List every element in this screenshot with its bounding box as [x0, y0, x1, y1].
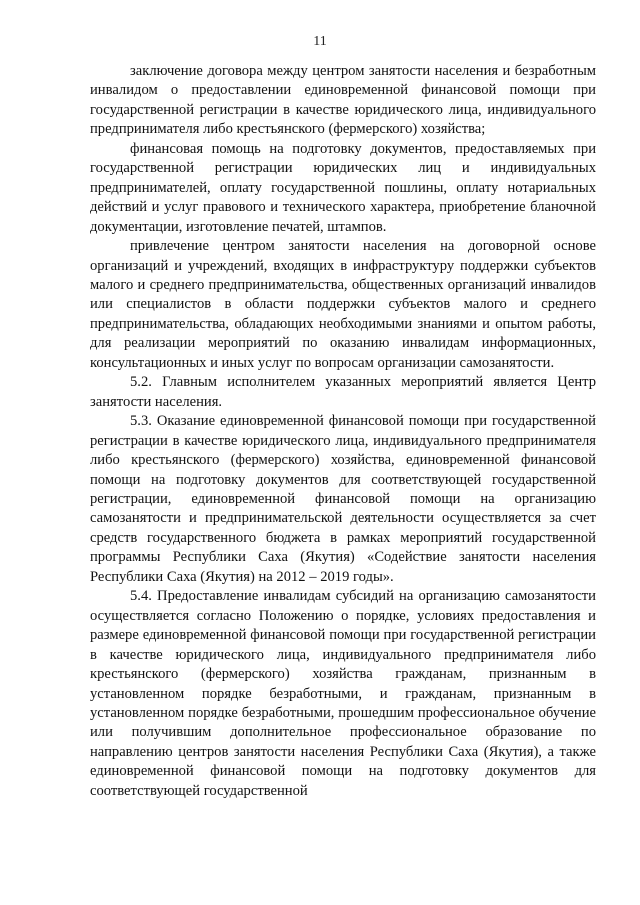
document-body: [90, 62, 596, 801]
paragraph-agreement: заключение договора между центром занятости населения и безработным инвалидом о предоставлении единовременной финансовой помощи при государственной регистрации в качестве юридического лица, индивидуального предпринимателя либо крестьянского (фермерского) хозяйства;: [90, 63, 596, 138]
paragraph-financial-help: финансовая помощь на подготовку документов, предоставляемых при государственной регистрации юридических лиц и индивидуальных предпринимателей, оплату государственной пошлины, оплату нотариальных действий и услуг правового и технического характера, приобретение бланочной документации, изготовление печатей, штампов.: [90, 140, 596, 235]
paragraph-5-3: 5.3. Оказание единовременной финансовой помощи при государственной регистрации в качестве юридического лица, индивидуального предпринимателя либо крестьянского (фермерского) хозяйства, единовременной финансовой помощи на подготовку документов для соответствующей государственной регистрации, единовременной финансовой помощи на организацию самозанятости и предпринимательской деятельности осуществляется за счет средств государственного бюджета в рамках мероприятий государственной программы Республики Саха (Якутия) «Содействие занятости населения Республики Саха (Якутия) на 2012 – 2019 годы».: [90, 413, 596, 585]
paragraph-5-4: 5.4. Предоставление инвалидам субсидий на организацию самозанятости осуществляется согласно Положению о порядке, условиях предоставления и размере единовременной финансовой помощи при государственной регистрации в качестве юридического лица, индивидуального предпринимателя либо крестьянского (фермерского) хозяйства гражданам, признанным в установленном порядке безработными, и гражданам, признанным в установленном порядке безработными, прошедшим профессиональное обучение или получившим дополнительное профессиональное образование по направлению центров занятости населения Республики Саха (Якутия), а также единовременной финансовой помощи на подготовку документов для соответствующей государственной: [90, 588, 596, 799]
paragraph-5-2: 5.2. Главным исполнителем указанных мероприятий является Центр занятости населения.: [90, 374, 596, 410]
page-number: 11: [313, 34, 327, 49]
paragraph-involvement: привлечение центром занятости населения на договорной основе организаций и учреждений, входящих в инфраструктуру поддержки субъектов малого и среднего предпринимательства, общественных организаций инвалидов или специалистов в области поддержки субъектов малого и среднего предпринимательства, обладающих необходимыми знаниями и опытом работы, для реализации мероприятий по оказанию инвалидам информационных, консультационных и иных услуг по вопросам организации самозанятости.: [90, 238, 596, 371]
